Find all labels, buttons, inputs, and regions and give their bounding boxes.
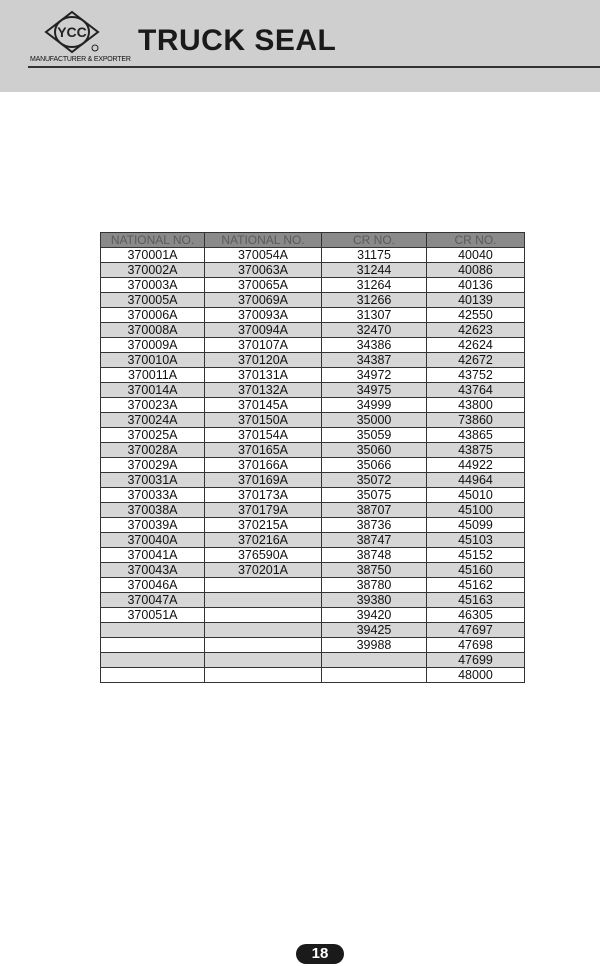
table-cell: 43752 [427,368,525,383]
table-cell: 370011A [101,368,205,383]
table-cell: 370069A [205,293,322,308]
table-cell: 370216A [205,533,322,548]
table-cell: 31264 [322,278,427,293]
table-cell: 370009A [101,338,205,353]
table-cell [205,653,322,668]
table-cell: 40040 [427,248,525,263]
column-header: CR NO. [427,233,525,248]
table-cell: 370054A [205,248,322,263]
table-cell: 370173A [205,488,322,503]
table-cell: 370166A [205,458,322,473]
table-cell: 34386 [322,338,427,353]
table-cell [101,623,205,638]
table-cell [205,593,322,608]
table-cell: 370006A [101,308,205,323]
table-cell: 370038A [101,503,205,518]
table-cell: 42672 [427,353,525,368]
logo-subtitle: MANUFACTURER & EXPORTER [30,56,131,63]
table-row [101,488,525,503]
table-cell: 43800 [427,398,525,413]
table-cell: 38736 [322,518,427,533]
table-row [101,563,525,578]
page-header [0,0,600,92]
table-cell: 370131A [205,368,322,383]
table-cell: 34972 [322,368,427,383]
table-row [101,638,525,653]
table-row [101,668,525,683]
table-row [101,518,525,533]
table-cell: 38747 [322,533,427,548]
table-cell: 370065A [205,278,322,293]
table-cell [101,653,205,668]
table-cell: 39988 [322,638,427,653]
table-cell: 370201A [205,563,322,578]
table-cell: 370043A [101,563,205,578]
table-cell [322,653,427,668]
table-cell: 370165A [205,443,322,458]
table-cell [205,578,322,593]
table-cell: 35066 [322,458,427,473]
table-row [101,428,525,443]
logo-text: YCC [57,24,87,40]
table-cell: 44922 [427,458,525,473]
table-cell: 370028A [101,443,205,458]
table-cell: 42550 [427,308,525,323]
header-divider [28,66,600,68]
table-row [101,248,525,263]
table-row [101,353,525,368]
table-cell: 40139 [427,293,525,308]
table-cell: 370145A [205,398,322,413]
table-cell: 42624 [427,338,525,353]
table-cell: 45162 [427,578,525,593]
logo-emblem-icon [44,10,100,54]
table-cell: 43865 [427,428,525,443]
table-cell: 370094A [205,323,322,338]
table-cell: 370041A [101,548,205,563]
table-cell [205,638,322,653]
table-cell: 370132A [205,383,322,398]
table-cell: 370014A [101,383,205,398]
table-cell: 370051A [101,608,205,623]
table-cell: 42623 [427,323,525,338]
table-cell: 376590A [205,548,322,563]
table-cell: 45160 [427,563,525,578]
table-cell: 48000 [427,668,525,683]
table-cell: 40086 [427,263,525,278]
table-row [101,533,525,548]
table-row [101,398,525,413]
table-cell: 370025A [101,428,205,443]
truck-seal-table [100,232,525,683]
table-cell: 370039A [101,518,205,533]
table-cell: 370154A [205,428,322,443]
table-cell: 45103 [427,533,525,548]
table-cell: 38750 [322,563,427,578]
table-cell: 47698 [427,638,525,653]
table-cell [205,623,322,638]
table-row [101,443,525,458]
table-cell: 45010 [427,488,525,503]
table-header-row [101,233,525,248]
table-cell: 370024A [101,413,205,428]
table-cell: 35059 [322,428,427,443]
table-cell: 34975 [322,383,427,398]
table-row [101,608,525,623]
table-cell: 34999 [322,398,427,413]
table-cell: 31307 [322,308,427,323]
table-cell: 370120A [205,353,322,368]
table-cell: 73860 [427,413,525,428]
table-cell: 32470 [322,323,427,338]
table-cell: 370023A [101,398,205,413]
table-cell: 370169A [205,473,322,488]
table-cell: 370047A [101,593,205,608]
table-cell: 370107A [205,338,322,353]
table-cell: 31266 [322,293,427,308]
table-row [101,293,525,308]
table-row [101,473,525,488]
page-number: 18 [296,944,344,964]
table-cell: 31244 [322,263,427,278]
table-cell: 45163 [427,593,525,608]
table-body [101,248,525,683]
table-row [101,623,525,638]
table-cell: 370029A [101,458,205,473]
table-row [101,383,525,398]
table-cell: 370010A [101,353,205,368]
table-row [101,338,525,353]
table-row [101,503,525,518]
table-cell: 370040A [101,533,205,548]
table-cell: 370033A [101,488,205,503]
table-cell: 370005A [101,293,205,308]
table-row [101,593,525,608]
table-cell: 370179A [205,503,322,518]
table-row [101,653,525,668]
table-cell: 370008A [101,323,205,338]
table-cell: 35000 [322,413,427,428]
table-cell [101,668,205,683]
table-cell: 43875 [427,443,525,458]
table-cell: 43764 [427,383,525,398]
table-cell: 370063A [205,263,322,278]
column-header: CR NO. [322,233,427,248]
table-cell: 38748 [322,548,427,563]
table-row [101,263,525,278]
table-row [101,308,525,323]
table-cell: 370093A [205,308,322,323]
table-cell: 370150A [205,413,322,428]
table-cell: 45152 [427,548,525,563]
table-cell: 40136 [427,278,525,293]
table-cell: 44964 [427,473,525,488]
table-cell: 370046A [101,578,205,593]
column-header: NATIONAL NO. [101,233,205,248]
table-cell: 47699 [427,653,525,668]
column-header: NATIONAL NO. [205,233,322,248]
table-cell: 370003A [101,278,205,293]
table-cell: 39420 [322,608,427,623]
table-cell: 45099 [427,518,525,533]
table-cell [322,668,427,683]
table-cell [101,638,205,653]
table-cell: 46305 [427,608,525,623]
table-cell: 38780 [322,578,427,593]
table-row [101,368,525,383]
table-cell: 370001A [101,248,205,263]
table-cell: 35072 [322,473,427,488]
table-cell: 34387 [322,353,427,368]
table-cell: 35060 [322,443,427,458]
table-cell [205,668,322,683]
table-cell: 35075 [322,488,427,503]
table-row [101,413,525,428]
table-cell: 370215A [205,518,322,533]
table-row [101,278,525,293]
table-cell: 47697 [427,623,525,638]
table-row [101,458,525,473]
table-row [101,323,525,338]
page-title: TRUCK SEAL [138,24,337,57]
table-row [101,548,525,563]
ycc-logo [30,10,131,66]
table-cell [205,608,322,623]
table-cell: 370002A [101,263,205,278]
table-cell: 31175 [322,248,427,263]
table-cell: 38707 [322,503,427,518]
table-cell: 45100 [427,503,525,518]
table-row [101,578,525,593]
table-cell: 370031A [101,473,205,488]
table-cell: 39425 [322,623,427,638]
table-cell: 39380 [322,593,427,608]
